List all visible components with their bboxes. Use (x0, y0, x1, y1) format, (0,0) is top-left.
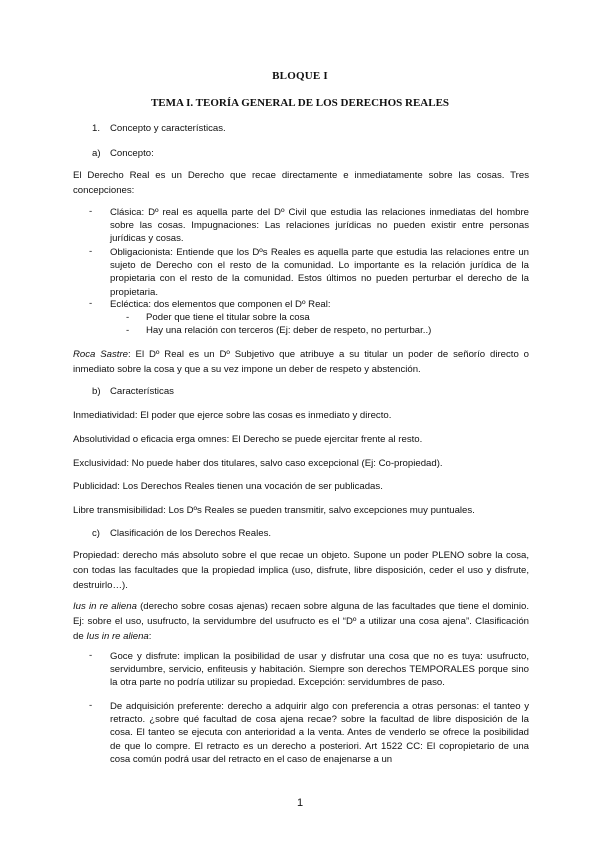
sub-bullet-marker: - (126, 325, 130, 336)
bullet-eclectica: Ecléctica: dos elementos que componen el Dº Real: (110, 299, 331, 310)
heading-a-number: a) (92, 148, 101, 159)
sub-bullet-relacion: Hay una relación con terceros (Ej: deber de respeto, no perturbar..) (146, 325, 432, 336)
ius-term: Ius in re aliena (73, 601, 137, 612)
ius-text: (derecho sobre cosas ajenas) recaen sobre alguna de las facultades que tiene el dominio. Ej: sobre el uso, usufructo, la servidumbre del usufructo es el “Dº a utilizar una cosa ajena”. Clasificación de (73, 601, 529, 642)
roca-sastre-paragraph (73, 348, 529, 378)
heading-b-number: b) (92, 386, 101, 397)
block-title: BLOQUE I (272, 70, 328, 82)
bullet-clasica: Clásica: Dº real es aquella parte del Dº Civil que estudia las relaciones inmediatas del hombre sobre las cosas. Impugnaciones: Las relaciones jurídicas no pueden existir entre personas jurídicas y cosas. (110, 207, 529, 245)
bullet-marker: - (89, 700, 93, 711)
heading-c-number: c) (92, 528, 100, 539)
roca-sastre-text: : El Dº Real es un Dº Subjetivo que atribuye a su titular un poder de señorío directo o inmediato sobre la cosa y que a su vez impone un deber de respeto y abstención. (73, 349, 529, 375)
bullet-marker: - (89, 206, 93, 217)
ius-in-re-aliena-paragraph (73, 600, 529, 644)
bullet-marker: - (89, 650, 93, 661)
char-absolutividad: Absolutividad o eficacia erga omnes: El Derecho se puede ejercitar frente al resto. (73, 434, 423, 445)
page-number: 1 (296, 797, 304, 809)
char-publicidad: Publicidad: Los Derechos Reales tienen una vocación de ser publicadas. (73, 481, 383, 492)
bullet-marker: - (89, 298, 93, 309)
propiedad-paragraph: Propiedad: derecho más absoluto sobre el que recae un objeto. Supone un poder PLENO sobre la cosa, con todas las facultades que la propiedad implica (uso, disfrute, libre disposición, ceder el uso y disfrute, destruirlo…). (73, 550, 529, 591)
char-inmediatividad: Inmediatividad: El poder que ejerce sobre las cosas es inmediato y directo. (73, 410, 392, 421)
ius-term-2: Ius in re aliena (86, 630, 149, 642)
sub-bullet-poder: Poder que tiene el titular sobre la cosa (146, 312, 310, 323)
bullet-obligacionista: Obligacionista: Entiende que los Dºs Reales es aquella parte que estudia las relaciones entre un sujeto de Derecho con el resto de la comunidad. Lo importante es la relación jurídica de la propietaria con el resto de la comunidad. Estos últimos no pueden perturbar el derecho de la propietaria. (110, 247, 529, 298)
bullet-marker: - (89, 246, 93, 257)
bullet-adquisicion-preferente: De adquisición preferente: derecho a adquirir algo con preferencia a otras personas: el tanteo y retracto. ¿sobre qué facultad de cosa ajena recae? sobre la facultad de libre disposición de la cosa. El tanteo se ejecuta con anterioridad a la venta. Antes de venderlo se ofrece la posibilidad de que lo compre. El retracto es un derecho a posteriori. Art 1522 CC: El copropietario de una cosa común podrá usar del retracto en el caso de enajenarse a un (110, 701, 529, 765)
theme-title: TEMA I. TEORÍA GENERAL DE LOS DERECHOS REALES (150, 97, 450, 109)
heading-1-number: 1. (92, 123, 101, 134)
bullet-goce-disfrute: Goce y disfrute: implican la posibilidad de usar y disfrutar una cosa que no es tuya: usufructo, servidumbre, servicio, enfiteusis y habitación. Siempre son derechos TEMPORALES porque sino la otra parte no podría utilizar su propiedad. Excepción: servidumbres de paso. (110, 651, 529, 689)
roca-sastre-name: Roca Sastre (73, 349, 129, 360)
char-transmisibilidad: Libre transmisibilidad: Los Dºs Reales se pueden transmitir, salvo excepciones muy puntuales. (73, 505, 475, 516)
sub-bullet-marker: - (126, 312, 130, 323)
char-exclusividad: Exclusividad: No puede haber dos titulares, salvo caso excepcional (Ej: Co-propiedad). (73, 458, 443, 469)
intro-paragraph: El Derecho Real es un Derecho que recae directamente e inmediatamente sobre las cosas. Tres concepciones: (73, 170, 529, 196)
ius-colon: : (148, 630, 152, 642)
heading-a-text: Concepto: (110, 148, 154, 159)
heading-b-text: Características (110, 386, 174, 397)
heading-1-text: Concepto y características. (110, 123, 226, 134)
heading-c-text: Clasificación de los Derechos Reales. (110, 528, 272, 539)
